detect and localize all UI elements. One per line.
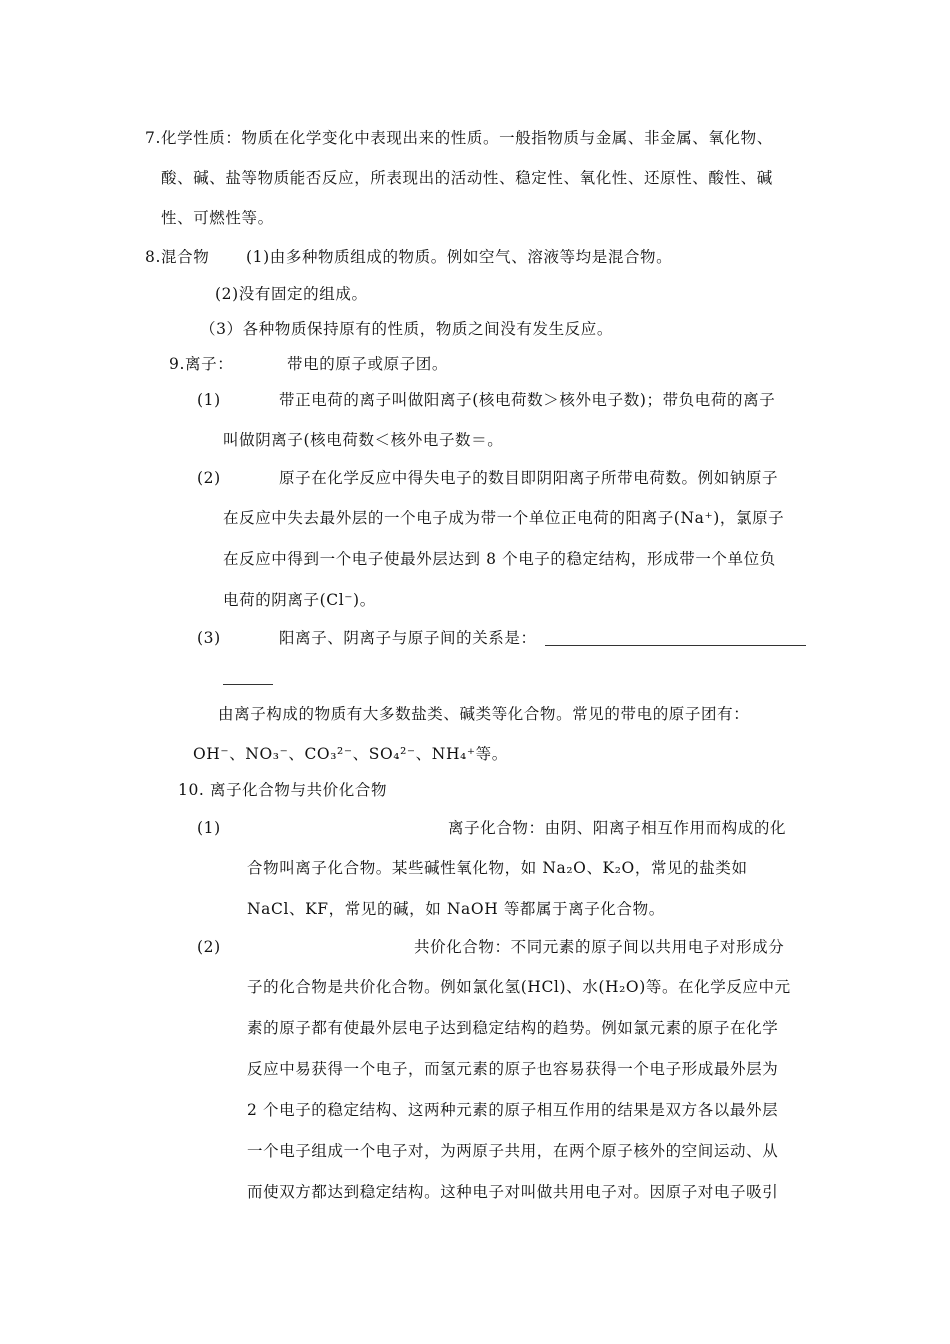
section9-item2-line2: 在反应中失去最外层的一个电子成为带一个单位正电荷的阳离子(Na⁺)，氯原子 — [223, 509, 785, 527]
section9-item1-number: (1) — [197, 391, 221, 409]
section9-item1-line1: 带正电荷的离子叫做阳离子(核电荷数＞核外电子数)；带负电荷的离子 — [279, 391, 776, 409]
section9-note-line2: OH⁻、NO₃⁻、CO₃²⁻、SO₄²⁻、NH₄⁺等。 — [193, 745, 508, 763]
section9-item3-line1: 阳离子、阴离子与原子间的关系是： — [279, 629, 537, 647]
section7-line1: 7.化学性质：物质在化学变化中表现出来的性质。一般指物质与金属、非金属、氧化物、 — [145, 129, 773, 147]
answer-blank-line — [545, 645, 806, 646]
section9-note-line1: 由离子构成的物质有大多数盐类、碱类等化合物。常见的带电的原子团有： — [218, 705, 750, 723]
section10-item2-number: (2) — [197, 938, 221, 956]
section9-item2-line1: 原子在化学反应中得失电子的数目即阴阳离子所带电荷数。例如钠原子 — [279, 469, 779, 487]
section10-item2-line3: 素的原子都有使最外层电子达到稳定结构的趋势。例如氯元素的原子在化学 — [247, 1019, 779, 1037]
section8-point2: (2)没有固定的组成。 — [215, 285, 368, 303]
section9-item2-number: (2) — [197, 469, 221, 487]
answer-blank-continuation — [223, 684, 273, 685]
section8-point1: (1)由多种物质组成的物质。例如空气、溶液等均是混合物。 — [246, 248, 673, 266]
section10-item1-line1: 离子化合物：由阴、阳离子相互作用而构成的化 — [448, 819, 787, 837]
section9-item2-line3: 在反应中得到一个电子使最外层达到 8 个电子的稳定结构，形成带一个单位负 — [223, 550, 776, 568]
section10-item2-line2: 子的化合物是共价化合物。例如氯化氢(HCl)、水(H₂O)等。在化学反应中元 — [247, 978, 791, 996]
section10-item1-line2: 合物叫离子化合物。某些碱性氧化物，如 Na₂O、K₂O，常见的盐类如 — [247, 859, 748, 877]
section8-point3: （3）各种物质保持原有的性质，物质之间没有发生反应。 — [200, 320, 613, 338]
section7-line3: 性、可燃性等。 — [161, 209, 274, 227]
section9-definition: 带电的原子或原子团。 — [287, 355, 449, 373]
section10-item1-number: (1) — [197, 819, 221, 837]
section9-term: 9.离子： — [169, 355, 234, 373]
section10-item2-line7: 而使双方都达到稳定结构。这种电子对叫做共用电子对。因原子对电子吸引 — [247, 1183, 779, 1201]
section10-item2-line1: 共价化合物：不同元素的原子间以共用电子对形成分 — [414, 938, 785, 956]
section7-line2: 酸、碱、盐等物质能否反应，所表现出的活动性、稳定性、氧化性、还原性、酸性、碱 — [161, 169, 773, 187]
section8-term: 8.混合物 — [145, 248, 210, 266]
section10-heading: 10. 离子化合物与共价化合物 — [178, 781, 388, 799]
section10-item2-line5: 2 个电子的稳定结构、这两种元素的原子相互作用的结果是双方各以最外层 — [247, 1101, 779, 1119]
section9-item1-line2: 叫做阴离子(核电荷数＜核外电子数＝。 — [223, 431, 504, 449]
section9-item3-number: (3) — [197, 629, 221, 647]
section10-item1-line3: NaCl、KF，常见的碱，如 NaOH 等都属于离子化合物。 — [247, 900, 665, 918]
section10-item2-line4: 反应中易获得一个电子，而氢元素的原子也容易获得一个电子形成最外层为 — [247, 1060, 779, 1078]
section9-item2-line4: 电荷的阴离子(Cl⁻)。 — [223, 591, 376, 609]
section10-item2-line6: 一个电子组成一个电子对，为两原子共用，在两个原子核外的空间运动、从 — [247, 1142, 779, 1160]
